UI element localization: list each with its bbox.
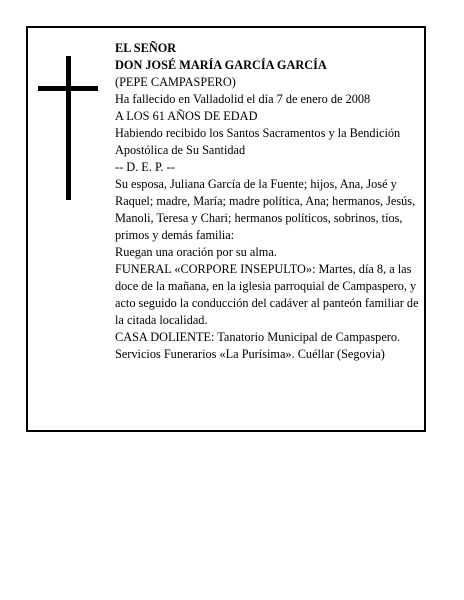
funeral: FUNERAL «CORPORE INSEPULTO»: Martes, día 8, a las doce de la mañana, en la iglesia parroquial de Campaspero, y acto seguido la conducción del cadáver al panteón familiar de la citada localidad. [115,262,419,327]
age: A LOS 61 AÑOS DE EDAD [115,109,258,123]
obituary-notice [26,26,426,432]
nickname: (PEPE CAMPASPERO) [115,75,236,89]
death-info: Ha fallecido en Valladolid el día 7 de enero de 2008 [115,92,371,106]
prayer: Ruegan una oración por su alma. [115,245,277,259]
deceased-name: DON JOSÉ MARÍA GARCÍA GARCÍA [115,58,327,72]
sacraments: Habiendo recibido los Santos Sacramentos y la Bendición Apostólica de Su Santidad [115,126,401,157]
cross-icon [38,56,98,200]
cross-vertical-bar [66,56,71,200]
family: Su esposa, Juliana García de la Fuente; hijos, Ana, José y Raquel; madre, María; madre política, Ana; hermanos, Jesús, Manoli, Teresa y Chari; hermanos políticos, sobrinos, tíos, primos y demás familia: [115,177,416,242]
mourning-house: CASA DOLIENTE: Tanatorio Municipal de Campaspero. [115,330,401,344]
title-line-1: EL SEÑOR [115,41,177,55]
rip: -- D. E. P. -- [115,160,175,174]
cross-horizontal-bar [38,86,98,91]
notice-text [115,40,425,363]
funeral-services: Servicios Funerarios «La Purísima». Cuéllar (Segovia) [115,347,385,361]
